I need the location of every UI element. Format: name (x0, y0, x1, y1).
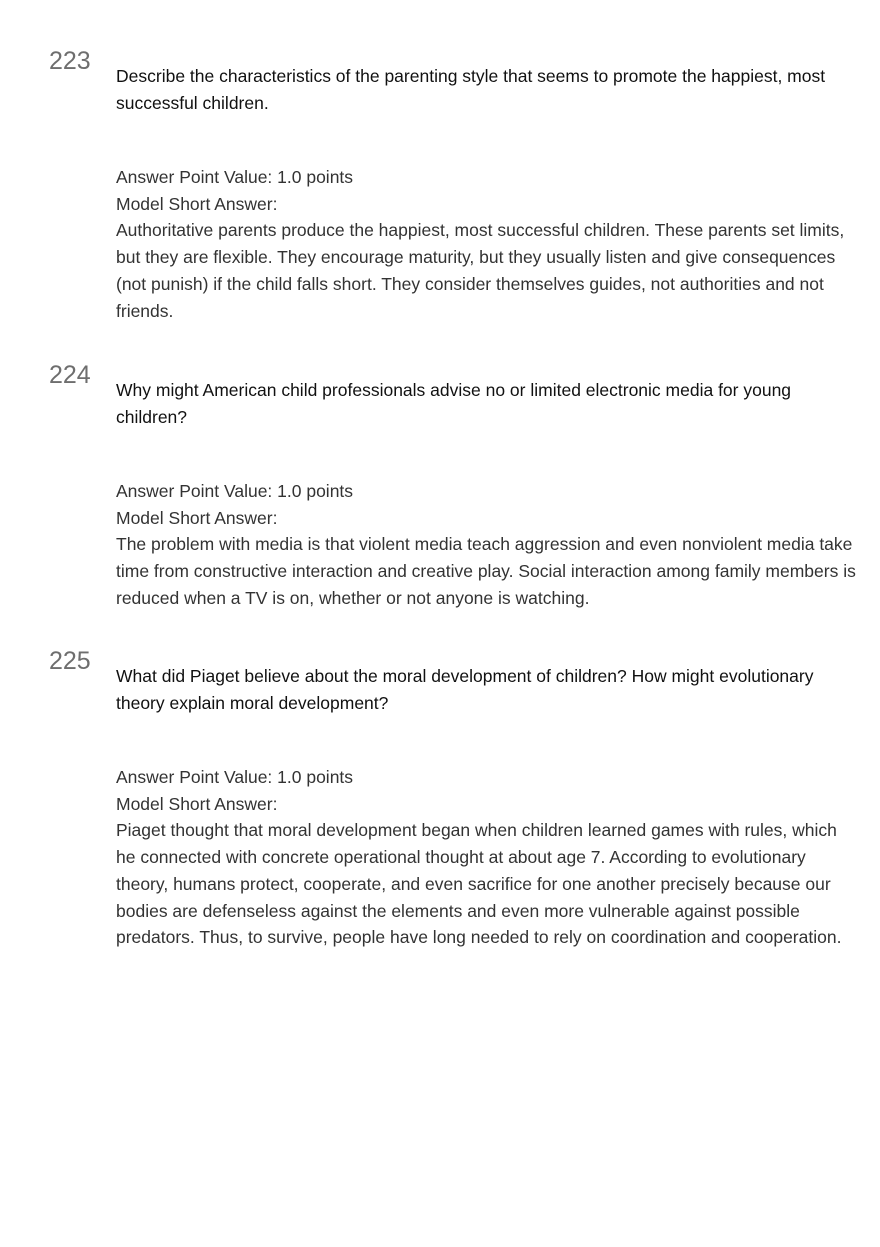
model-answer-label: Model Short Answer: (116, 793, 278, 814)
question-number: 223 (49, 47, 91, 75)
model-answer-label: Model Short Answer: (116, 193, 278, 214)
model-answer-text: The problem with media is that violent media teach aggression and even nonviolent media take time from constructive interaction and creative play. Social interaction among family members is reduced when a TV is on, whether or not anyone is watching. (116, 534, 856, 608)
answer-point-value: Answer Point Value: 1.0 points (116, 167, 354, 187)
question-text: Describe the characteristics of the parenting style that seems to promote the happiest, most successful children. (116, 66, 826, 113)
answer-point-value: Answer Point Value: 1.0 points (116, 481, 354, 501)
question-number: 225 (49, 647, 91, 675)
answer-point-value: Answer Point Value: 1.0 points (116, 767, 354, 787)
question-number: 224 (49, 361, 91, 389)
question-text: What did Piaget believe about the moral development of children? How might evolutionary theory explain moral development? (116, 666, 814, 713)
answer-block (116, 764, 856, 951)
answer-block (116, 164, 856, 324)
model-answer-text: Piaget thought that moral development began when children learned games with rules, which he connected with concrete operational thought at about age 7. According to evolutionary theory, humans protect, cooperate, and even sacrifice for one another precisely because our bodies are defenseless against the elements and even more vulnerable against possible predators. Thus, to survive, people have long needed to rely on coordination and cooperation. (116, 820, 842, 948)
model-answer-text: Authoritative parents produce the happiest, most successful children. These parents set limits, but they are flexible. They encourage maturity, but they usually listen and give consequences (not punish) if the child falls short. They consider themselves guides, not authorities and not friends. (116, 220, 845, 321)
answer-block (116, 478, 856, 612)
question-text: Why might American child professionals advise no or limited electronic media for young children? (116, 380, 792, 427)
model-answer-label: Model Short Answer: (116, 507, 278, 528)
